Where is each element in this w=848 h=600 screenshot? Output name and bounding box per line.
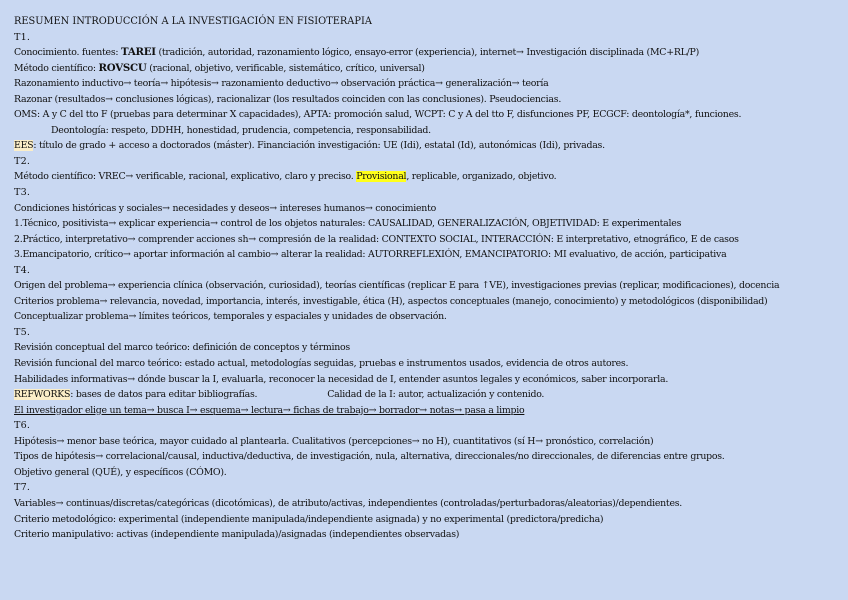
t5-line-4-highlight: REFWORKS xyxy=(14,389,71,401)
t6-line-2: Tipos de hipótesis→ correlacional/causal, inductiva/deductiva, de investigación, nula, alternativa, direccionales/no direccionales, de diferencias entre grupos. xyxy=(14,451,725,463)
t1-line-2-pre: Método científico: xyxy=(14,62,99,74)
t4-line-2: Criterios problema→ relevancia, novedad, importancia, interés, investigable, ética (H), aspectos conceptuales (manejo, conocimiento) y metodológicos (disponibilidad) xyxy=(14,295,768,307)
t6-line-1: Hipótesis→ menor base teórica, mayor cuidado al plantearla. Cualitativos (percepciones→ no H), cuantitativos (sí H→ pronóstico, correlación) xyxy=(14,435,654,447)
t1-line-4: Razonar (resultados→ conclusiones lógicas), racionalizar (los resultados coinciden con las conclusiones). Pseudociencias. xyxy=(14,93,562,105)
t5-line-2: Revisión funcional del marco teórico: estado actual, metodologías seguidas, pruebas e instrumentos usados, evidencia de otros autores. xyxy=(14,358,629,370)
t4-line-3: Conceptualizar problema→ límites teóricos, temporales y espaciales y unidades de observación. xyxy=(14,311,447,323)
t1-line-1-post: (tradición, autoridad, razonamiento lógico, ensayo-error (experiencia), internet→ Investigación disciplinada (MC+RL/P) xyxy=(155,47,699,59)
t1-line-5: OMS: A y C del tto F (pruebas para determinar X capacidades), APTA: promoción salud, WCPT: C y A del tto F, disfunciones PF, ECGCF: deontología*, funciones. xyxy=(14,109,742,121)
section-heading-t1: T1. xyxy=(14,31,31,43)
t3-line-2: 1.Técnico, positivista→ explicar experiencia→ control de los objetos naturales: CAUSALIDAD, GENERALIZACIÓN, OBJETIVIDAD: E experimentales xyxy=(14,218,682,230)
t2-line-1-post: , replicable, organizado, objetivo. xyxy=(406,171,557,183)
t1-line-1-bold: TAREI xyxy=(121,46,156,59)
t2-line-1-pre: Método científico: VREC→ verificable, racional, explicativo, claro y preciso. xyxy=(14,171,357,183)
section-heading-t5: T5. xyxy=(14,326,31,338)
t7-line-2: Criterio metodológico: experimental (independiente manipulada/independiente asignada) y no experimental (predictora/predicha) xyxy=(14,513,604,525)
t3-line-4: 3.Emancipatorio, crítico→ aportar información al cambio→ alterar la realidad: AUTORREFLEXIÓN, EMANCIPATORIO: MI evaluativo, de acción, participativa xyxy=(14,249,727,261)
t1-line-1-pre: Conocimiento. fuentes: xyxy=(14,47,122,59)
t3-line-3: 2.Práctico, interpretativo→ comprender acciones sh→ compresión de la realidad: CONTEXTO SOCIAL, INTERACCIÓN: E interpretativo, etnográfico, E de casos xyxy=(14,233,739,245)
t7-line-1: Variables→ continuas/discretas/categóricas (dicotómicas), de atributo/activas, independientes (controladas/perturbadoras/aleatorias)/dependientes. xyxy=(14,497,683,509)
t5-line-1: Revisión conceptual del marco teórico: definición de conceptos y términos xyxy=(14,342,350,354)
document-title: RESUMEN INTRODUCCIÓN A LA INVESTIGACIÓN EN FISIOTERAPIA xyxy=(14,16,372,27)
t1-line-7-post: : título de grado + acceso a doctorados (máster). Financiación investigación: UE (Idi), estatal (Id), autonómicas (Idi), privadas. xyxy=(33,140,605,152)
t1-line-1 xyxy=(14,45,840,61)
t3-line-1: Condiciones históricas y sociales→ necesidades y deseos→ intereses humanos→ conocimiento xyxy=(14,202,436,214)
t1-line-2-post: (racional, objetivo, verificable, sistemático, crítico, universal) xyxy=(146,62,425,74)
document-body xyxy=(14,14,840,543)
t2-line-1 xyxy=(14,169,840,185)
section-heading-t4: T4. xyxy=(14,264,31,276)
t1-line-7 xyxy=(14,138,840,154)
t1-line-2 xyxy=(14,61,840,77)
t5-line-4-post: : bases de datos para editar bibliografías. xyxy=(70,389,258,401)
t1-line-6: Deontología: respeto, DDHH, honestidad, prudencia, competencia, responsabilidad. xyxy=(51,124,431,136)
t4-line-1: Origen del problema→ experiencia clínica (observación, curiosidad), teorías científicas (replicar E para ↑VE), investigaciones previas (replicar, modificaciones), docencia xyxy=(14,280,780,292)
t6-line-3: Objetivo general (QUÉ), y específicos (CÓMO). xyxy=(14,466,227,478)
t5-line-3: Habilidades informativas→ dónde buscar la I, evaluarla, reconocer la necesidad de I, entender asuntos legales y económicos, saber incorporarla. xyxy=(14,373,669,385)
t5-line-4 xyxy=(14,387,840,403)
section-heading-t2: T2. xyxy=(14,155,31,167)
t1-line-2-bold: ROVSCU xyxy=(98,61,147,74)
t2-line-1-highlight: Provisional xyxy=(356,171,407,183)
section-heading-t7: T7. xyxy=(14,482,31,494)
t1-line-3: Razonamiento inductivo→ teoría→ hipótesis→ razonamiento deductivo→ observación práctica→ generalización→ teoría xyxy=(14,78,549,90)
section-heading-t3: T3. xyxy=(14,187,31,199)
section-heading-t6: T6. xyxy=(14,420,31,432)
t5-line-5: El investigador elige un tema→ busca I→ esquema→ lectura→ fichas de trabajo→ borrador→ notas→ pasa a limpio xyxy=(14,404,525,416)
t1-line-7-highlight: EES xyxy=(14,140,34,152)
t5-line-4-right: Calidad de la I: autor, actualización y contenido. xyxy=(327,389,545,401)
t7-line-3: Criterio manipulativo: activas (independiente manipulada)/asignadas (independientes observadas) xyxy=(14,529,460,541)
